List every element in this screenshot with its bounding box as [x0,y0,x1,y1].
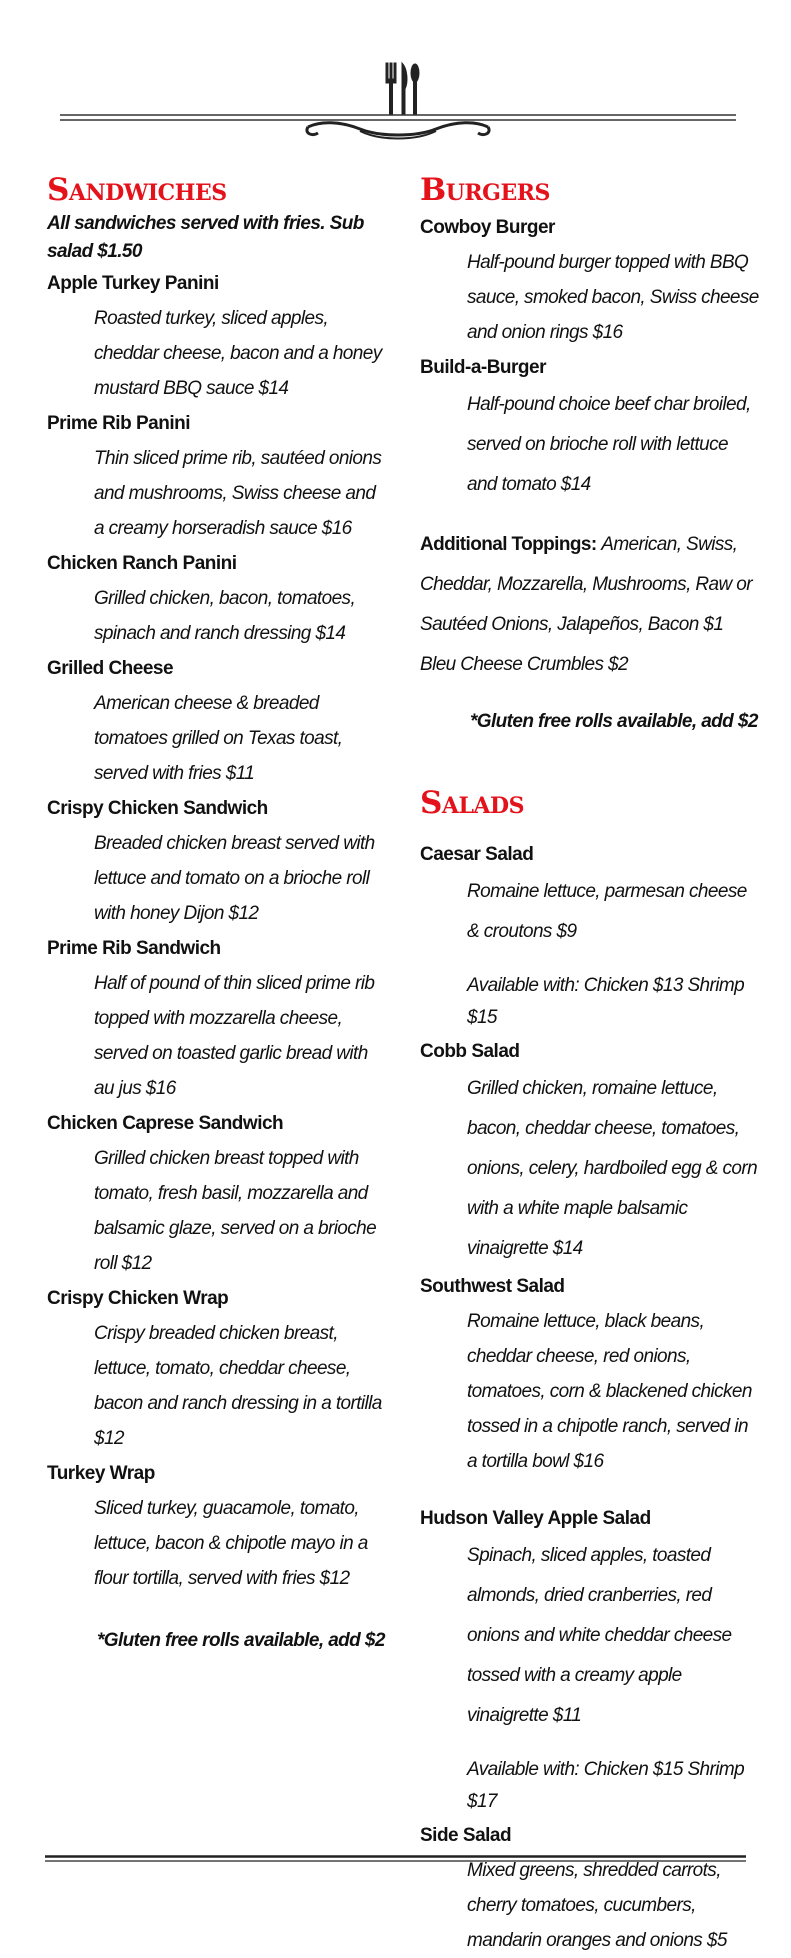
section-title-salads: Salads [420,785,524,821]
item-description: Grilled chicken, romaine lettuce, bacon, cheddar cheese, tomatoes, onions, celery, hardboiled egg & corn with a white maple balsamic vinaigrette $14 [467,1078,758,1259]
item-description: Grilled chicken breast topped with tomato, fresh basil, mozzarella and balsamic glaze, served on a brioche roll $12 [94,1148,377,1274]
item-name: Crispy Chicken Sandwich [47,798,268,819]
item-name: Apple Turkey Panini [47,273,219,294]
menu-item [420,210,760,350]
menu-item [47,546,387,651]
item-description: American cheese & breaded tomatoes grilled on Texas toast, served with fries $11 [94,693,343,784]
item-name: Chicken Ranch Panini [47,553,237,574]
fork-icon [386,63,396,115]
menu-item [420,1818,760,1958]
sandwiches-section [47,170,387,1652]
footer-divider [45,1855,746,1863]
item-description: Breaded chicken breast served with lettuce and tomato on a brioche roll with honey Dijon $12 [94,833,375,924]
gluten-free-note: *Gluten free rolls available, add $2 [470,711,758,732]
item-description: Half of pound of thin sliced prime rib topped with mozzarella cheese, served on toasted garlic bread with au jus $16 [94,973,375,1099]
menu-item [420,1501,760,1818]
sandwiches-intro: All sandwiches served with fries. Sub salad $1.50 [47,213,364,262]
menu-item [47,1281,387,1456]
toppings-list: American, Swiss, Cheddar, Mozzarella, Mushrooms, Raw or Sautéed Onions, Jalapeños, Bacon $1 Bleu Cheese Crumbles $2 [420,534,753,675]
item-description: Romaine lettuce, black beans, cheddar cheese, red onions, tomatoes, corn & blackened chicken tossed in a chipotle ranch, served in a tortilla bowl $16 [467,1311,752,1472]
item-description: Mixed greens, shredded carrots, cherry tomatoes, cucumbers, mandarin oranges and onions $5 [467,1860,727,1951]
available-with: Available with: Chicken $13 Shrimp $15 [467,975,745,1028]
available-with: Available with: Chicken $15 Shrimp $17 [467,1759,745,1812]
item-name: Cowboy Burger [420,217,555,238]
item-name: Grilled Cheese [47,658,174,679]
item-description: Crispy breaded chicken breast, lettuce, tomato, cheddar cheese, bacon and ranch dressing in a tortilla $12 [94,1323,382,1449]
spoon-icon [411,64,419,115]
item-description: Romaine lettuce, parmesan cheese & croutons $9 [467,881,747,942]
item-description: Roasted turkey, sliced apples, cheddar cheese, bacon and a honey mustard BBQ sauce $14 [94,308,382,399]
toppings-label: Additional Toppings: [420,534,597,555]
item-name: Turkey Wrap [47,1463,155,1484]
item-name: Chicken Caprese Sandwich [47,1113,284,1134]
menu-item [47,651,387,791]
menu-item [420,350,760,505]
menu-item [47,791,387,931]
item-description: Grilled chicken, bacon, tomatoes, spinach and ranch dressing $14 [94,588,356,644]
item-name: Prime Rib Panini [47,413,190,434]
item-name: Southwest Salad [420,1276,565,1297]
menu-item [420,1269,760,1479]
item-name: Cobb Salad [420,1041,520,1062]
menu-item [420,1034,760,1269]
menu-item [47,1456,387,1596]
item-name: Prime Rib Sandwich [47,938,221,959]
item-name: Build-a-Burger [420,357,546,378]
item-description: Thin sliced prime rib, sautéed onions and mushrooms, Swiss cheese and a creamy horseradish sauce $16 [94,448,382,539]
burgers-section [420,170,760,1958]
additional-toppings [420,525,760,685]
scroll-flourish [307,123,489,139]
item-description: Spinach, sliced apples, toasted almonds, dried cranberries, red onions and white cheddar cheese tossed with a creamy apple vinaigrette $11 [467,1545,732,1726]
menu-item [47,1106,387,1281]
menu-item [47,406,387,546]
item-name: Caesar Salad [420,844,534,865]
menu-item [420,837,760,1034]
menu-item [47,931,387,1106]
salads-section [420,783,760,1958]
item-description: Half-pound burger topped with BBQ sauce, smoked bacon, Swiss cheese and onion rings $16 [467,252,759,343]
item-name: Side Salad [420,1825,512,1846]
cutlery-divider-ornament [60,55,736,145]
gluten-free-note: *Gluten free rolls available, add $2 [97,1630,385,1651]
item-description: Sliced turkey, guacamole, tomato, lettuce, bacon & chipotle mayo in a flour tortilla, served with fries $12 [94,1498,368,1589]
section-title-sandwiches: Sandwiches [47,172,227,208]
item-name: Crispy Chicken Wrap [47,1288,229,1309]
menu-item [47,266,387,406]
item-name: Hudson Valley Apple Salad [420,1508,651,1529]
section-title-burgers: Burgers [420,172,550,208]
knife-icon [402,63,407,115]
item-description: Half-pound choice beef char broiled, served on brioche roll with lettuce and tomato $14 [467,394,751,495]
